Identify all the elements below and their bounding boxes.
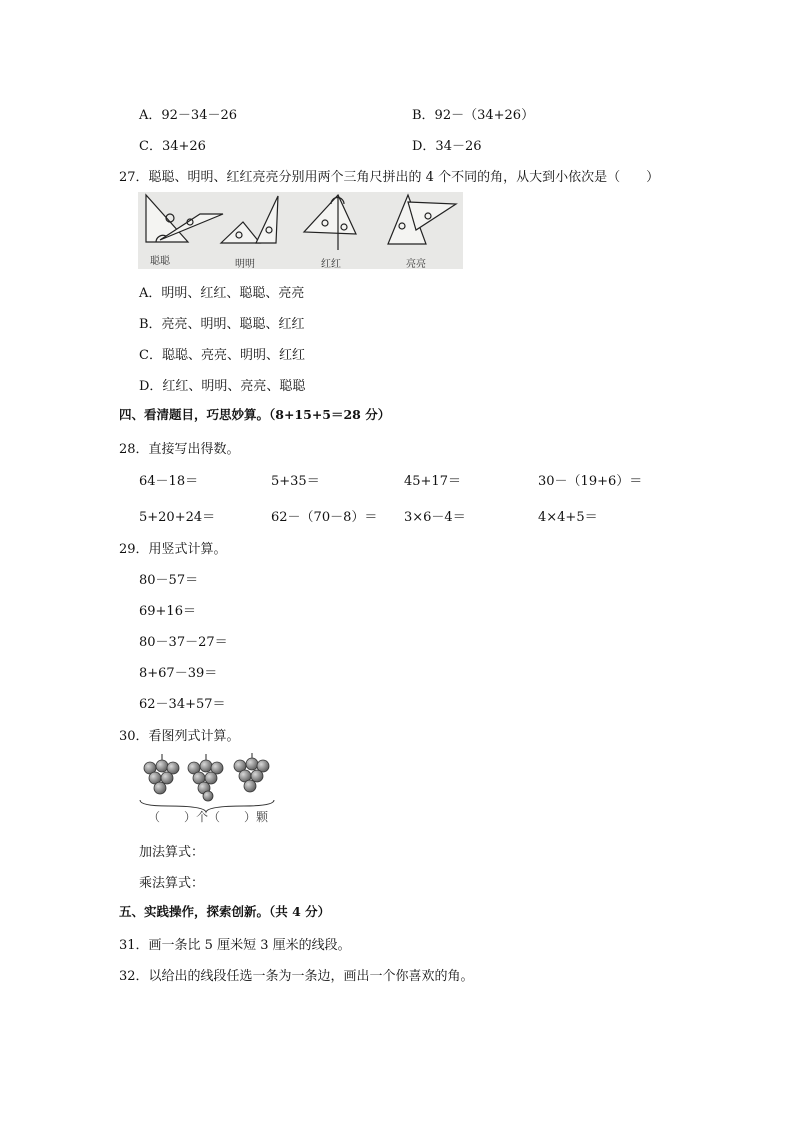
q27-option-b: B．亮亮、明明、聪聪、红红 [139,317,305,332]
q28-item: 30－（19+6）＝ [538,474,643,489]
q28-item: 4×4+5＝ [538,510,598,525]
q32-stem: 32．以给出的线段任选一条为一条边，画出一个你喜欢的角。 [119,969,474,984]
q29-item: 80－57＝ [139,573,199,588]
q28-item: 45+17＝ [404,474,461,489]
addition-formula-label: 加法算式： [139,845,205,860]
q27-stem: 27．聪聪、明明、红红亮亮分别用两个三角尺拼出的 4 个不同的角，从大到小依次是（ ） [119,170,660,185]
q28-item: 64－18＝ [139,474,199,489]
q27-option-d: D．红红、明明、亮亮、聪聪 [139,379,306,394]
q27-option-a: A．明明、红红、聪聪、亮亮 [139,286,305,301]
q27-option-c: C．聪聪、亮亮、明明、红红 [139,348,305,363]
q26-option-a: A．92－34－26 [139,108,238,123]
q28-item: 5+20+24＝ [139,510,216,525]
q26-option-b: B．92－（34+26） [412,108,535,123]
section-5-heading: 五、实践操作，探索创新。（共 4 分） [119,904,331,919]
caption-congcong: 聪聪 [150,256,170,267]
q26-option-c: C．34+26 [139,139,206,154]
q29-item: 62－34+57＝ [139,697,226,712]
caption-honghong: 红红 [321,259,341,270]
grape-bunches-illustration [138,752,278,814]
q28-item: 3×6－4＝ [404,510,466,525]
triangle-angles-figure [138,192,463,269]
caption-mingming: 明明 [235,259,255,270]
grape-brace-caption: （ ）个（ ）颗 [148,810,269,824]
multiplication-formula-label: 乘法算式： [139,876,205,891]
q29-stem: 29．用竖式计算。 [119,542,227,557]
q31-stem: 31．画一条比 5 厘米短 3 厘米的线段。 [119,938,351,953]
q29-item: 80－37－27＝ [139,635,228,650]
q28-item: 5+35＝ [271,474,320,489]
q29-item: 8+67－39＝ [139,666,218,681]
q29-item: 69+16＝ [139,604,196,619]
section-4-heading: 四、看清题目，巧思妙算。（8+15+5＝28 分） [119,407,391,422]
q28-item: 62－（70－8）＝ [271,510,378,525]
q30-stem: 30．看图列式计算。 [119,729,240,744]
q26-option-d: D．34－26 [412,139,482,154]
caption-liangliang: 亮亮 [406,259,426,270]
grape-bunches-figure [138,752,278,827]
q28-stem: 28．直接写出得数。 [119,442,240,457]
